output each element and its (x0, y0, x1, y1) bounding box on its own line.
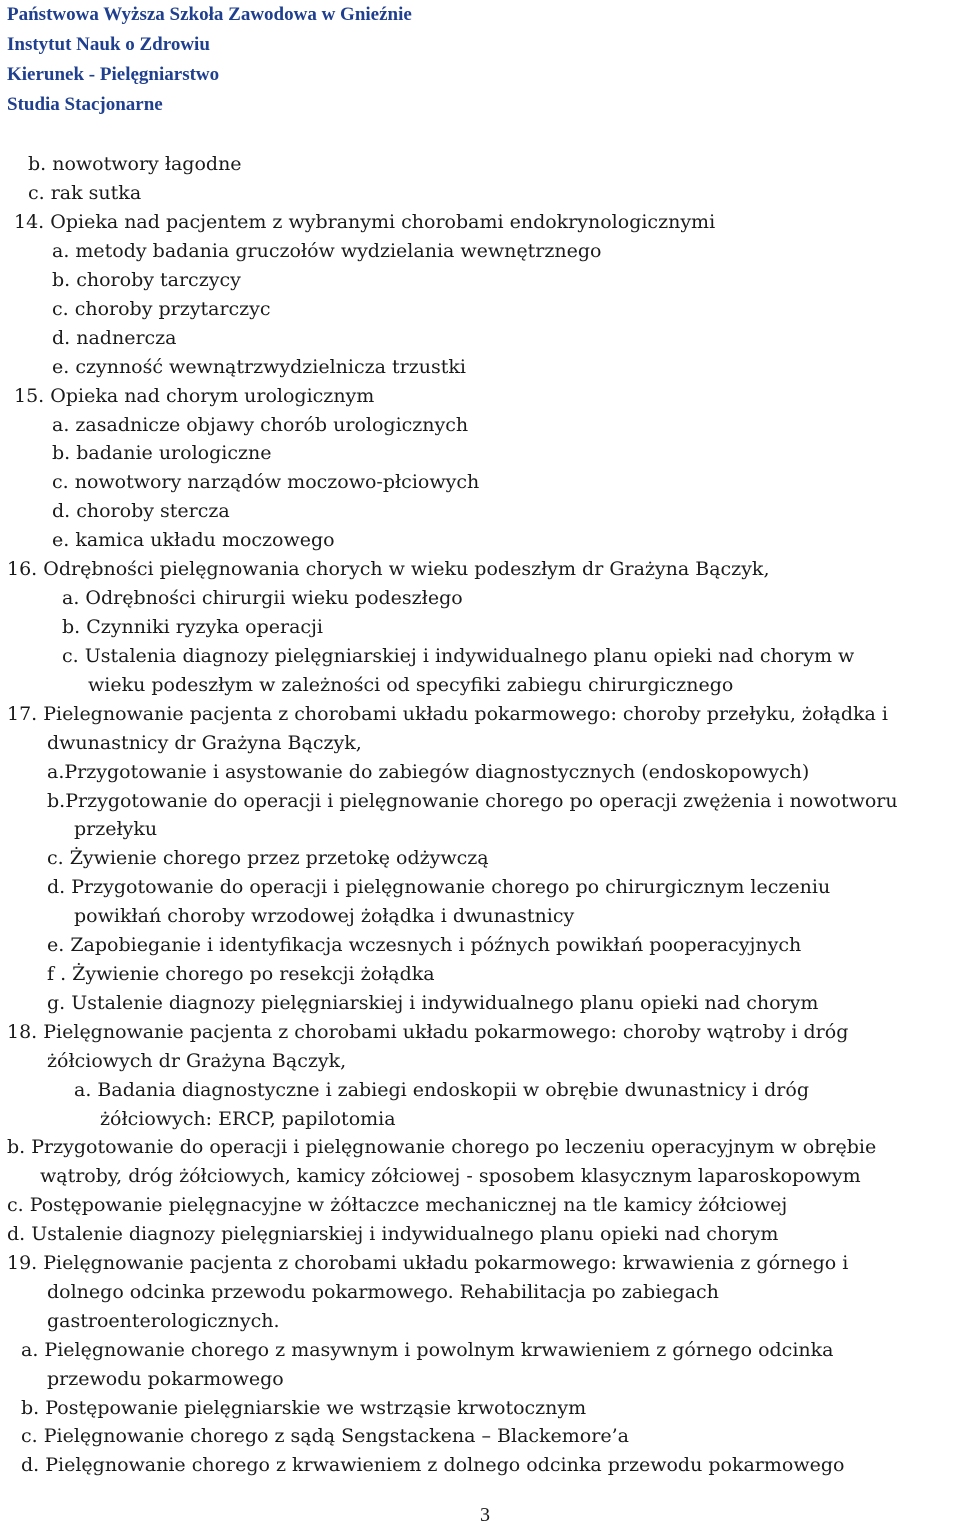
list-item-continuation: żółciowych: ERCP, papilotomia (100, 1108, 396, 1130)
list-item-continuation: dolnego odcinka przewodu pokarmowego. Rehabilitacja po zabiegach (47, 1281, 719, 1303)
list-item: f . Żywienie chorego po resekcji żołądka (47, 963, 435, 985)
list-item: b. Czynniki ryzyka operacji (62, 616, 324, 638)
list-item: b.Przygotowanie do operacji i pielęgnowanie chorego po operacji zwężenia i nowotworu (47, 790, 898, 812)
list-item-heading: 14. Opieka nad pacjentem z wybranymi chorobami endokrynologicznymi (14, 211, 716, 233)
list-item: d. choroby stercza (52, 500, 230, 522)
list-item: c. Ustalenia diagnozy pielęgniarskiej i indywidualnego planu opieki nad chorym w (62, 645, 855, 667)
list-item-continuation: przełyku (74, 818, 158, 840)
page-number: 3 (480, 1504, 490, 1526)
list-item-heading: 15. Opieka nad chorym urologicznym (14, 385, 375, 407)
header-major: Kierunek - Pielęgniarstwo (7, 64, 220, 85)
list-item: d. Przygotowanie do operacji i pielęgnowanie chorego po chirurgicznym leczeniu (47, 876, 831, 898)
list-item: a. zasadnicze objawy chorób urologicznych (52, 414, 469, 436)
list-item: c. nowotwory narządów moczowo-płciowych (52, 471, 480, 493)
list-item: a.Przygotowanie i asystowanie do zabiegów diagnostycznych (endoskopowych) (47, 761, 810, 783)
list-item: a. Pielęgnowanie chorego z masywnym i powolnym krwawieniem z górnego odcinka (21, 1339, 834, 1361)
list-item: c. Pielęgnowanie chorego z sądą Sengstackena – Blackemore’a (21, 1425, 629, 1447)
list-item: d. Ustalenie diagnozy pielęgniarskiej i indywidualnego planu opieki nad chorym (7, 1223, 779, 1245)
list-item-heading: 18. Pielęgnowanie pacjenta z chorobami układu pokarmowego: choroby wątroby i dróg (7, 1021, 849, 1043)
list-item: a. metody badania gruczołów wydzielania wewnętrznego (52, 240, 602, 262)
list-item-continuation: dwunastnicy dr Grażyna Bączyk, (47, 732, 362, 754)
header-school: Państwowa Wyższa Szkoła Zawodowa w Gnieźnie (7, 4, 412, 25)
list-item: c. rak sutka (28, 182, 142, 204)
list-item: c. Postępowanie pielęgnacyjne w żółtaczce mechanicznej na tle kamicy żółciowej (7, 1194, 788, 1216)
list-item: e. czynność wewnątrzwydzielnicza trzustki (52, 356, 466, 378)
list-item: b. Przygotowanie do operacji i pielęgnowanie chorego po leczeniu operacyjnym w obrębie (7, 1136, 877, 1158)
list-item: c. Żywienie chorego przez przetokę odżywczą (47, 847, 489, 869)
list-item: a. Badania diagnostyczne i zabiegi endoskopii w obrębie dwunastnicy i dróg (74, 1079, 809, 1101)
list-item-continuation: żółciowych dr Grażyna Bączyk, (47, 1050, 347, 1072)
list-item-continuation: wątroby, dróg żółciowych, kamicy zółciowej - sposobem klasycznym laparoskopowym (40, 1165, 861, 1187)
list-item-continuation: przewodu pokarmowego (47, 1368, 284, 1390)
list-item-heading: 16. Odrębności pielęgnowania chorych w wieku podeszłym dr Grażyna Bączyk, (7, 558, 770, 580)
list-item: c. choroby przytarczyc (52, 298, 271, 320)
header-institute: Instytut Nauk o Zdrowiu (7, 34, 210, 55)
list-item-heading: 17. Pielegnowanie pacjenta z chorobami układu pokarmowego: choroby przełyku, żołądka i (7, 703, 888, 725)
list-item: b. nowotwory łagodne (28, 153, 242, 175)
list-item: b. choroby tarczycy (52, 269, 241, 291)
header-study-mode: Studia Stacjonarne (7, 94, 163, 115)
list-item: e. Zapobieganie i identyfikacja wczesnych i późnych powikłań pooperacyjnych (47, 934, 802, 956)
list-item-continuation: wieku podeszłym w zależności od specyfiki zabiegu chirurgicznego (88, 674, 734, 696)
list-item: a. Odrębności chirurgii wieku podeszłego (62, 587, 463, 609)
list-item: e. kamica układu moczowego (52, 529, 335, 551)
list-item: b. badanie urologiczne (52, 442, 272, 464)
list-item: d. nadnercza (52, 327, 177, 349)
list-item-continuation: gastroenterologicznych. (47, 1310, 280, 1332)
list-item-continuation: powikłań choroby wrzodowej żołądka i dwunastnicy (74, 905, 575, 927)
list-item: d. Pielęgnowanie chorego z krwawieniem z dolnego odcinka przewodu pokarmowego (21, 1454, 845, 1476)
document-header (7, 0, 412, 120)
list-item: g. Ustalenie diagnozy pielęgniarskiej i indywidualnego planu opieki nad chorym (47, 992, 819, 1014)
list-item: b. Postępowanie pielęgniarskie we wstrząsie krwotocznym (21, 1397, 587, 1419)
list-item-heading: 19. Pielęgnowanie pacjenta z chorobami układu pokarmowego: krwawienia z górnego i (7, 1252, 849, 1274)
